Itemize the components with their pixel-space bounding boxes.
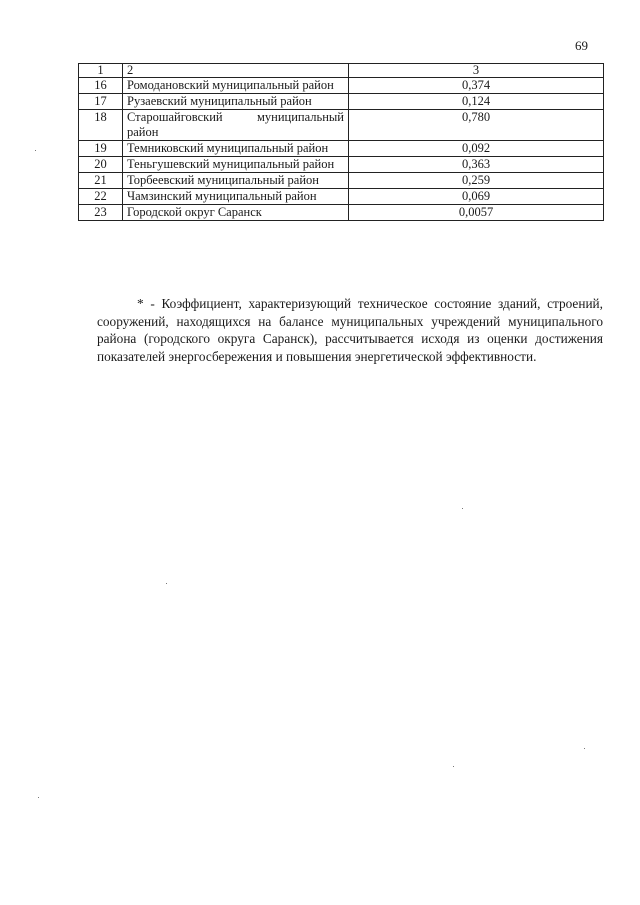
table-row bbox=[79, 189, 604, 205]
row-district-name: Чамзинский муниципальный район bbox=[123, 189, 349, 205]
row-number: 18 bbox=[79, 110, 123, 141]
scan-speck bbox=[35, 150, 36, 151]
row-number: 19 bbox=[79, 141, 123, 157]
row-number: 20 bbox=[79, 157, 123, 173]
row-coefficient: 0,069 bbox=[349, 189, 604, 205]
table-row bbox=[79, 157, 604, 173]
row-coefficient: 0,374 bbox=[349, 78, 604, 94]
scan-speck bbox=[453, 766, 454, 767]
row-number: 17 bbox=[79, 94, 123, 110]
row-district-name: Торбеевский муниципальный район bbox=[123, 173, 349, 189]
row-district-name: Темниковский муниципальный район bbox=[123, 141, 349, 157]
page-number: 69 bbox=[575, 38, 588, 53]
table-row bbox=[79, 141, 604, 157]
row-coefficient: 0,0057 bbox=[349, 205, 604, 221]
table-row bbox=[79, 78, 604, 94]
row-number: 16 bbox=[79, 78, 123, 94]
row-coefficient: 0,259 bbox=[349, 173, 604, 189]
row-district-name: Городской округ Саранск bbox=[123, 205, 349, 221]
coefficient-table bbox=[78, 63, 604, 221]
row-district-name: Рузаевский муниципальный район bbox=[123, 94, 349, 110]
row-coefficient: 0,124 bbox=[349, 94, 604, 110]
row-number: 21 bbox=[79, 173, 123, 189]
table-row bbox=[79, 94, 604, 110]
scan-speck bbox=[462, 508, 463, 509]
row-number: 22 bbox=[79, 189, 123, 205]
row-coefficient: 0,092 bbox=[349, 141, 604, 157]
scan-speck bbox=[584, 748, 585, 749]
header-cell-name: 2 bbox=[123, 64, 349, 78]
footnote-text: * - Коэффициент, характеризующий техническое состояние зданий, строений, сооружений, находящихся на балансе муниципальных учреждений муниципального района (городского округа Саранск), рассчитывается исходя из оценки достижения показателей энергосбережения и повышения энергетической эффективности. bbox=[97, 296, 603, 364]
header-cell-value: 3 bbox=[349, 64, 604, 78]
table-row bbox=[79, 173, 604, 189]
table-row bbox=[79, 205, 604, 221]
row-district-name: Ромодановский муниципальный район bbox=[123, 78, 349, 94]
table-row bbox=[79, 110, 604, 141]
scan-speck bbox=[38, 797, 39, 798]
row-coefficient: 0,363 bbox=[349, 157, 604, 173]
table-header-row bbox=[79, 64, 604, 78]
row-district-name: Теньгушевский муниципальный район bbox=[123, 157, 349, 173]
scan-speck bbox=[166, 583, 167, 584]
header-cell-number: 1 bbox=[79, 64, 123, 78]
footnote-paragraph bbox=[97, 295, 603, 365]
row-district-name: Старошайговский муниципальный район bbox=[123, 110, 349, 141]
row-coefficient: 0,780 bbox=[349, 110, 604, 141]
row-number: 23 bbox=[79, 205, 123, 221]
